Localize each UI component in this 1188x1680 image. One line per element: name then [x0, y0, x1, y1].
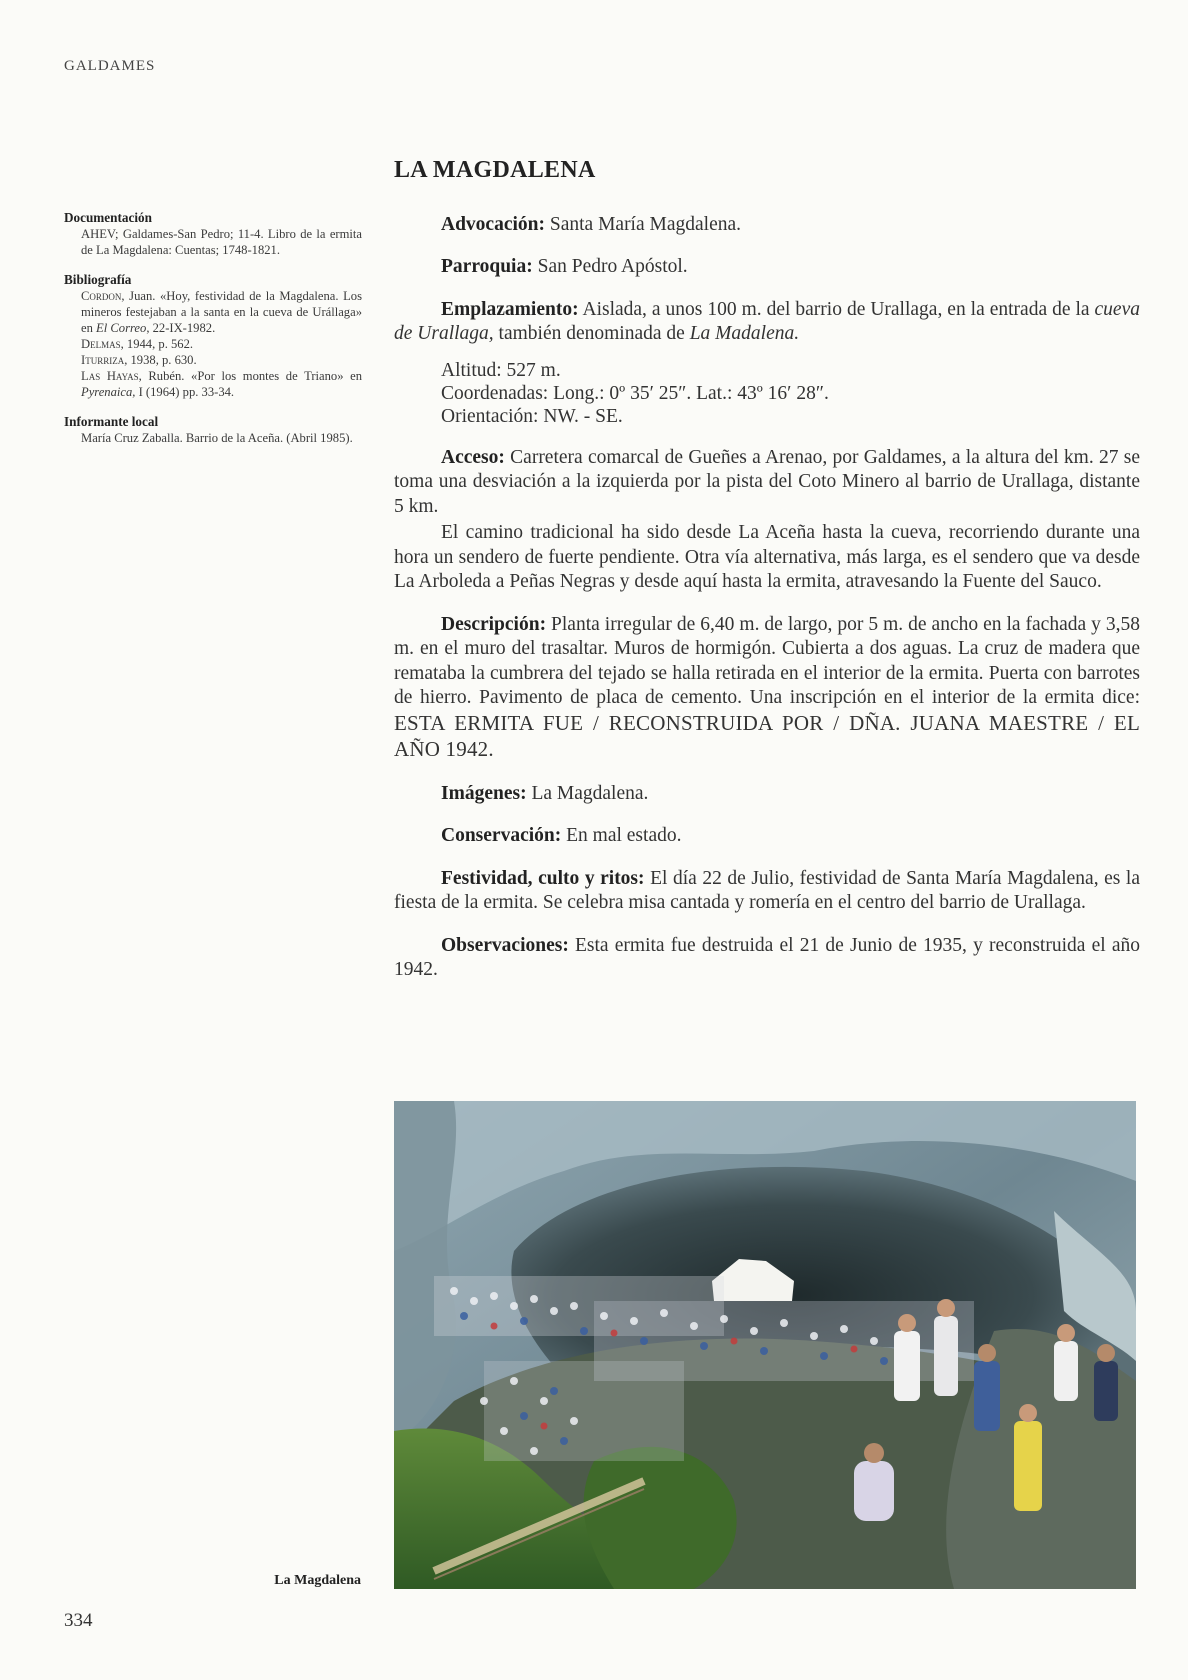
entry-text: , 22-IX-1982. — [146, 321, 216, 335]
location-block — [394, 359, 1140, 428]
parroquia-text: San Pedro Apóstol. — [532, 256, 688, 277]
documentacion-entry: AHEV; Galdames-San Pedro; 11-4. Libro de la ermita de La Magdalena: Cuentas; 1748-1821. — [81, 227, 362, 257]
author-name: Delmas — [81, 337, 121, 351]
journal-title: El Correo — [96, 321, 147, 335]
advocacion-text: Santa María Magdalena. — [545, 213, 742, 235]
documentacion-block — [64, 210, 362, 258]
conservacion-text: En mal estado. — [561, 825, 682, 846]
sidebar — [64, 210, 362, 460]
journal-title: Pyrenaica, — [81, 385, 136, 399]
festividad-paragraph — [394, 867, 1140, 916]
observaciones-text: Esta ermita fue destruida el 21 de Junio de 1935, y reconstruida el año 1942. — [394, 934, 1140, 980]
cave-photo-illustration — [394, 1101, 1136, 1589]
conservacion-paragraph — [394, 824, 1140, 849]
parroquia-paragraph — [394, 255, 1140, 280]
observaciones-paragraph — [394, 934, 1140, 983]
altitud-line: Altitud: 527 m. — [441, 359, 561, 381]
emplazamiento-italic: La Madalena. — [689, 323, 800, 344]
emplazamiento-text: Aislada, a unos 100 m. del barrio de Urallaga, en la entrada de la — [578, 298, 1095, 320]
emplazamiento-italic: cueva de Urallaga, — [394, 298, 1140, 344]
conservacion-label: Conservación: — [441, 825, 562, 846]
informante-entry: María Cruz Zaballa. Barrio de la Aceña. (Abril 1985). — [81, 431, 353, 445]
emplazamiento-paragraph — [394, 298, 1140, 347]
emplazamiento-label: Emplazamiento: — [441, 298, 579, 320]
entry-text: , Juan. «Hoy, festividad de la Magdalena. Los mineros festejaban a la santa en la cueva de Urállaga» en — [81, 289, 362, 335]
coordenadas-line: Coordenadas: Long.: 0º 35′ 25″. Lat.: 43º 16′ 28″. — [441, 382, 829, 404]
imagenes-label: Imágenes: — [441, 782, 527, 804]
running-head: GALDAMES — [64, 58, 156, 74]
festividad-text: El día 22 de Julio, festividad de Santa María Magdalena, es la fiesta de la ermita. Se celebra misa cantada y romería en el centro del barrio de Urallaga. — [394, 867, 1140, 913]
entry-text: , 1944, p. 562. — [120, 337, 194, 351]
entry-text: , Rubén. «Por los montes de Triano» en — [138, 369, 362, 383]
imagenes-paragraph — [394, 782, 1140, 807]
acceso-paragraph — [394, 446, 1140, 520]
parroquia-label: Parroquia: — [441, 256, 533, 277]
acceso-text: Carretera comarcal de Gueñes a Arenao, por Galdames, a la altura del km. 27 se toma una desviación a la izquierda por la pista del Coto Minero al barrio de Urallaga, distante 5 km. — [394, 446, 1140, 517]
imagenes-text: La Magdalena. — [526, 782, 649, 804]
acceso-label: Acceso: — [441, 446, 505, 468]
inscription-text: ESTA ERMITA FUE / RECONSTRUIDA POR / DÑA. JUANA MAESTRE / EL AÑO 1942. — [394, 710, 1140, 761]
advocacion-label: Advocación: — [441, 213, 545, 235]
entry-text: , 1938, p. 630. — [124, 353, 197, 367]
page-number: 334 — [64, 1610, 93, 1631]
bibliography-entry-lashayas — [64, 368, 362, 400]
bibliografia-block — [64, 272, 362, 400]
bibliography-entry-cordon — [64, 288, 362, 336]
cave-photo — [394, 1101, 1136, 1589]
descripcion-label: Descripción: — [441, 613, 547, 635]
author-name: Cordon — [81, 289, 122, 303]
informante-block — [64, 414, 362, 446]
descripcion-text: Planta irregular de 6,40 m. de largo, por 5 m. de ancho en la fachada y 3,58 m. en el muro del trasaltar. Muros de hormigón. Cubierta a dos aguas. La cruz de madera que remataba la cumbrera del tejado se halla retirada en el interior de la ermita. Puerta con barrotes de hierro. Pavimento de placa de cemento. Una inscripción en el interior de la ermita dice: — [394, 613, 1140, 708]
main-column — [394, 158, 1140, 1001]
bibliografia-heading: Bibliografía — [64, 272, 132, 287]
orientacion-line: Orientación: NW. - SE. — [441, 405, 623, 427]
emplazamiento-text: también denominada de — [493, 323, 690, 344]
page-title: LA MAGDALENA — [394, 157, 596, 183]
bibliography-entry-delmas — [64, 336, 362, 352]
observaciones-label: Observaciones: — [441, 934, 569, 956]
photo-caption: La Magdalena — [274, 1573, 361, 1588]
festividad-label: Festividad, culto y ritos: — [441, 867, 645, 889]
advocacion-paragraph — [394, 213, 1140, 238]
informante-heading: Informante local — [64, 414, 159, 429]
entry-text: I (1964) pp. 33-34. — [135, 385, 235, 399]
acceso-paragraph-2: El camino tradicional ha sido desde La Aceña hasta la cueva, recorriendo durante una hora un sendero de fuerte pendiente. Otra vía alternativa, más larga, es el sendero que va desde La Arboleda a Peñas Negras y desde aquí hasta la ermita, atravesando la Fuente del Sauco. — [394, 522, 1140, 592]
bibliography-entry-iturriza — [64, 352, 362, 368]
descripcion-paragraph — [394, 613, 1140, 764]
author-name: Las Hayas — [81, 369, 139, 383]
author-name: Iturriza — [81, 353, 125, 367]
documentacion-heading: Documentación — [64, 210, 152, 225]
